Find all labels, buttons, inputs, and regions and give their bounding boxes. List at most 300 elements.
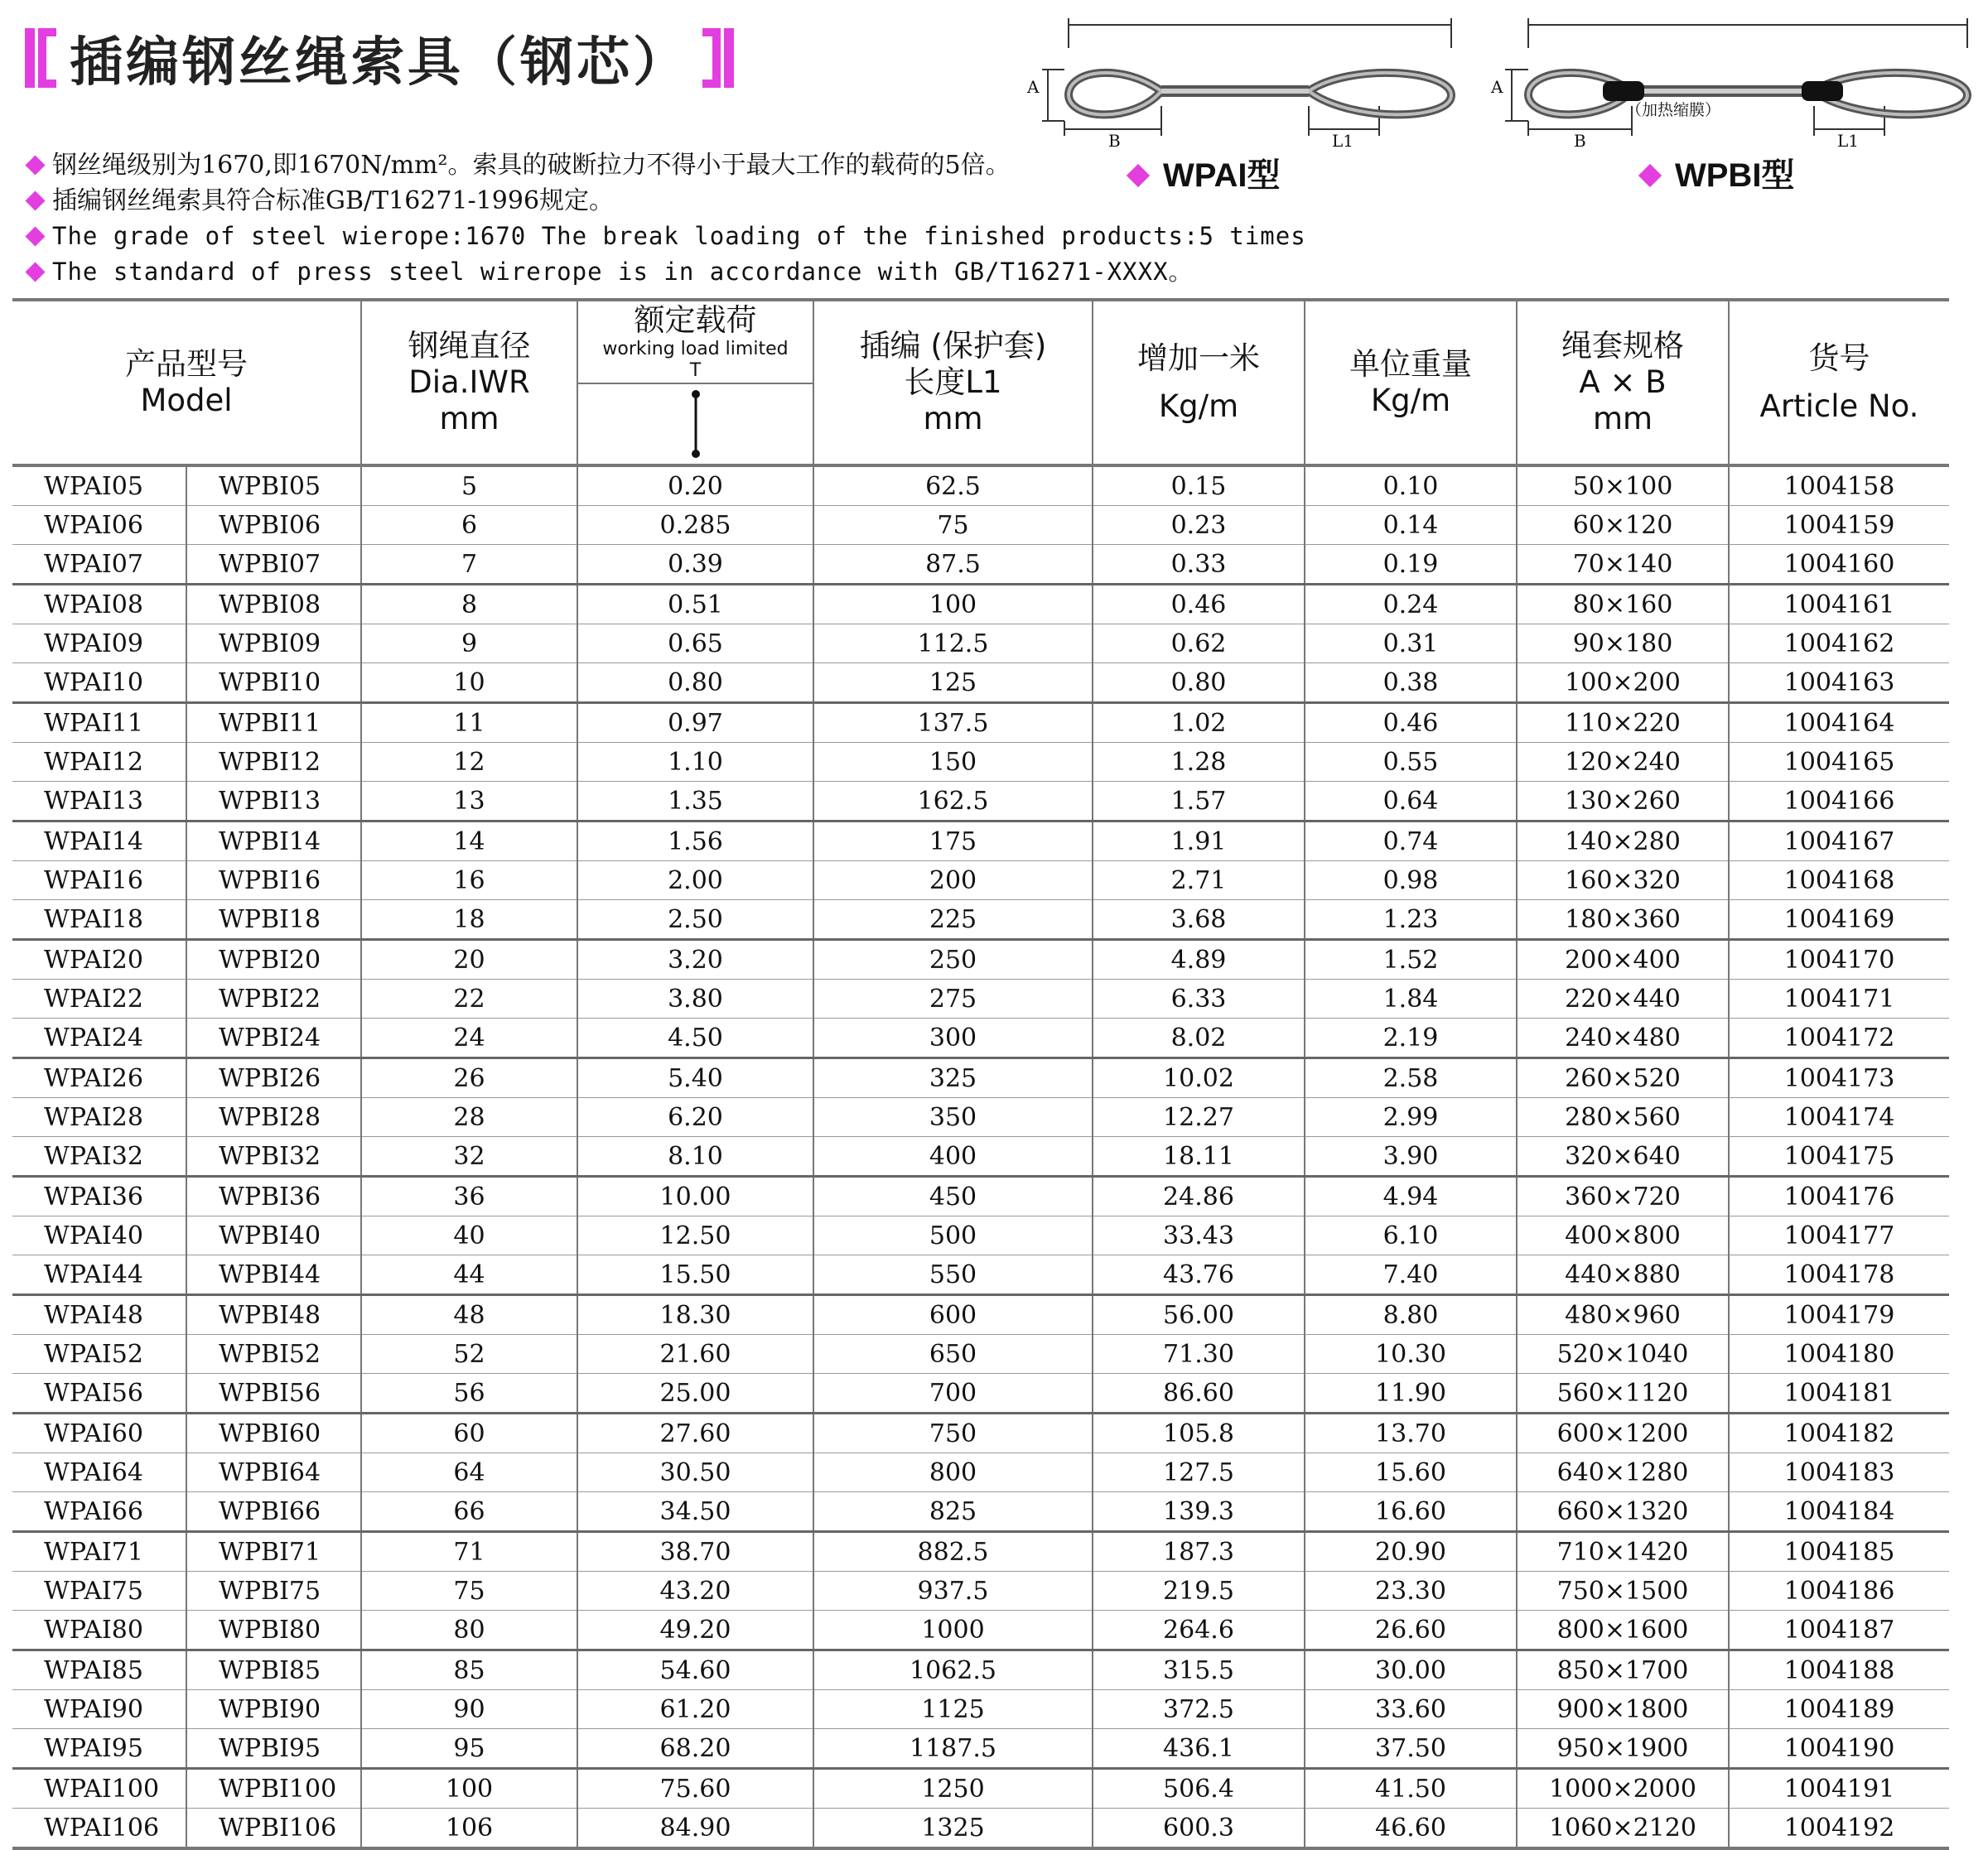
cell-load: 18.30: [577, 1295, 813, 1335]
cell-eye-size: 260×520: [1517, 1058, 1729, 1098]
cell-load: 8.10: [577, 1137, 813, 1177]
header-add-per-meter: 增加一米 Kg/m: [1093, 300, 1305, 465]
table-row: [12, 940, 1949, 980]
cell-model-wpbi: WPBI48: [186, 1295, 361, 1335]
cell-model-wpai: WPAI14: [12, 821, 186, 861]
cell-model-wpai: WPAI22: [12, 980, 186, 1019]
cell-diameter: 100: [361, 1769, 577, 1809]
cell-splice-length: 162.5: [813, 782, 1093, 821]
cell-load: 84.90: [577, 1809, 813, 1849]
cell-splice-length: 882.5: [813, 1532, 1093, 1572]
cell-model-wpai: WPAI52: [12, 1335, 186, 1374]
cell-add-per-meter: 24.86: [1093, 1177, 1305, 1216]
cell-model-wpbi: WPBI08: [186, 585, 361, 624]
cell-add-per-meter: 187.3: [1093, 1532, 1305, 1572]
cell-unit-weight: 0.74: [1305, 821, 1517, 861]
cell-model-wpbi: WPBI12: [186, 743, 361, 782]
cell-model-wpbi: WPBI32: [186, 1137, 361, 1177]
table-row: [12, 1769, 1949, 1809]
cell-article-no: 1004192: [1729, 1809, 1949, 1849]
wpai-dim-b: B: [1108, 131, 1121, 151]
cell-load: 10.00: [577, 1177, 813, 1216]
cell-article-no: 1004185: [1729, 1532, 1949, 1572]
deco-bar: [724, 28, 734, 88]
cell-model-wpai: WPAI07: [12, 545, 186, 585]
table-row: [12, 782, 1949, 821]
cell-model-wpai: WPAI56: [12, 1374, 186, 1414]
table-row: [12, 1295, 1949, 1335]
cell-load: 38.70: [577, 1532, 813, 1572]
cell-model-wpbi: WPBI05: [186, 465, 361, 506]
cell-model-wpai: WPAI85: [12, 1650, 186, 1690]
cell-eye-size: 480×960: [1517, 1295, 1729, 1335]
cell-diameter: 16: [361, 861, 577, 900]
cell-splice-length: 75: [813, 506, 1093, 545]
cell-load: 75.60: [577, 1769, 813, 1809]
cell-load: 1.56: [577, 821, 813, 861]
diamond-bullet-icon: [1127, 164, 1150, 187]
spec-table-body: [12, 465, 1949, 1848]
cell-eye-size: 560×1120: [1517, 1374, 1729, 1414]
cell-diameter: 5: [361, 465, 577, 506]
cell-add-per-meter: 86.60: [1093, 1374, 1305, 1414]
cell-model-wpai: WPAI24: [12, 1019, 186, 1058]
cell-splice-length: 500: [813, 1216, 1093, 1255]
cell-article-no: 1004169: [1729, 900, 1949, 940]
cell-load: 0.39: [577, 545, 813, 585]
cell-model-wpbi: WPBI07: [186, 545, 361, 585]
cell-article-no: 1004183: [1729, 1453, 1949, 1492]
cell-add-per-meter: 1.91: [1093, 821, 1305, 861]
cell-splice-length: 400: [813, 1137, 1093, 1177]
cell-model-wpbi: WPBI90: [186, 1690, 361, 1729]
cell-splice-length: 137.5: [813, 703, 1093, 743]
wpbi-diagram: [1487, 15, 1984, 156]
cell-load: 0.80: [577, 663, 813, 703]
header-eye-size: 绳套规格 A × B mm: [1517, 300, 1729, 465]
cell-article-no: 1004177: [1729, 1216, 1949, 1255]
cell-splice-length: 1325: [813, 1809, 1093, 1849]
cell-model-wpbi: WPBI80: [186, 1611, 361, 1650]
wpai-diagram: [1019, 15, 1483, 156]
cell-load: 1.10: [577, 743, 813, 782]
page-title-bar: [25, 21, 734, 95]
cell-article-no: 1004160: [1729, 545, 1949, 585]
table-row: [12, 1255, 1949, 1295]
cell-eye-size: 950×1900: [1517, 1729, 1729, 1769]
cell-load: 3.80: [577, 980, 813, 1019]
cell-eye-size: 80×160: [1517, 585, 1729, 624]
cell-article-no: 1004181: [1729, 1374, 1949, 1414]
cell-diameter: 66: [361, 1492, 577, 1532]
cell-diameter: 90: [361, 1690, 577, 1729]
cell-eye-size: 360×720: [1517, 1177, 1729, 1216]
cell-diameter: 36: [361, 1177, 577, 1216]
deco-bracket-right: [702, 28, 721, 88]
cell-add-per-meter: 436.1: [1093, 1729, 1305, 1769]
table-row: [12, 1335, 1949, 1374]
cell-model-wpai: WPAI13: [12, 782, 186, 821]
cell-diameter: 95: [361, 1729, 577, 1769]
cell-model-wpbi: WPBI71: [186, 1532, 361, 1572]
cell-add-per-meter: 1.02: [1093, 703, 1305, 743]
diamond-bullet-icon: [25, 262, 45, 282]
cell-eye-size: 440×880: [1517, 1255, 1729, 1295]
cell-diameter: 52: [361, 1335, 577, 1374]
cell-model-wpbi: WPBI06: [186, 506, 361, 545]
cell-unit-weight: 46.60: [1305, 1809, 1517, 1849]
cell-splice-length: 175: [813, 821, 1093, 861]
cell-unit-weight: 0.98: [1305, 861, 1517, 900]
title-deco-right: [702, 28, 734, 88]
cell-splice-length: 825: [813, 1492, 1093, 1532]
cell-model-wpai: WPAI09: [12, 624, 186, 663]
diamond-bullet-icon: [25, 226, 45, 246]
cell-model-wpbi: WPBI106: [186, 1809, 361, 1849]
cell-eye-size: 600×1200: [1517, 1414, 1729, 1453]
cell-splice-length: 1000: [813, 1611, 1093, 1650]
cell-splice-length: 275: [813, 980, 1093, 1019]
cell-eye-size: 180×360: [1517, 900, 1729, 940]
table-row: [12, 1019, 1949, 1058]
deco-bar: [25, 28, 35, 88]
cell-load: 6.20: [577, 1098, 813, 1137]
wpai-dim-a: A: [1027, 77, 1040, 97]
cell-add-per-meter: 0.46: [1093, 585, 1305, 624]
cell-load: 4.50: [577, 1019, 813, 1058]
cell-diameter: 106: [361, 1809, 577, 1849]
cell-diameter: 11: [361, 703, 577, 743]
cell-unit-weight: 15.60: [1305, 1453, 1517, 1492]
cell-eye-size: 240×480: [1517, 1019, 1729, 1058]
cell-eye-size: 850×1700: [1517, 1650, 1729, 1690]
cell-model-wpai: WPAI71: [12, 1532, 186, 1572]
cell-eye-size: 640×1280: [1517, 1453, 1729, 1492]
cell-add-per-meter: 0.23: [1093, 506, 1305, 545]
cell-model-wpai: WPAI36: [12, 1177, 186, 1216]
cell-model-wpbi: WPBI28: [186, 1098, 361, 1137]
cell-add-per-meter: 71.30: [1093, 1335, 1305, 1374]
cell-article-no: 1004184: [1729, 1492, 1949, 1532]
cell-unit-weight: 2.99: [1305, 1098, 1517, 1137]
title-deco-left: [25, 28, 56, 88]
cell-diameter: 40: [361, 1216, 577, 1255]
cell-load: 0.65: [577, 624, 813, 663]
wpbi-sling-icon: [1487, 15, 1984, 156]
cell-diameter: 12: [361, 743, 577, 782]
cell-article-no: 1004190: [1729, 1729, 1949, 1769]
cell-eye-size: 110×220: [1517, 703, 1729, 743]
cell-model-wpbi: WPBI18: [186, 900, 361, 940]
cell-model-wpbi: WPBI13: [186, 782, 361, 821]
cell-unit-weight: 4.94: [1305, 1177, 1517, 1216]
cell-eye-size: 200×400: [1517, 940, 1729, 980]
cell-diameter: 10: [361, 663, 577, 703]
cell-unit-weight: 0.19: [1305, 545, 1517, 585]
cell-splice-length: 325: [813, 1058, 1093, 1098]
cell-eye-size: 750×1500: [1517, 1572, 1729, 1611]
cell-model-wpbi: WPBI52: [186, 1335, 361, 1374]
wpai-sling-icon: [1019, 15, 1483, 156]
diamond-bullet-icon: [1638, 164, 1662, 187]
cell-model-wpbi: WPBI16: [186, 861, 361, 900]
table-row: [12, 900, 1949, 940]
cell-diameter: 9: [361, 624, 577, 663]
table-row: [12, 743, 1949, 782]
cell-splice-length: 150: [813, 743, 1093, 782]
cell-eye-size: 520×1040: [1517, 1335, 1729, 1374]
cell-model-wpai: WPAI26: [12, 1058, 186, 1098]
header-splice-length: 插编 (保护套) 长度L1 mm: [813, 300, 1093, 465]
cell-model-wpbi: WPBI11: [186, 703, 361, 743]
cell-article-no: 1004187: [1729, 1611, 1949, 1650]
cell-splice-length: 650: [813, 1335, 1093, 1374]
wpbi-type-label: WPBI型: [1638, 149, 1794, 196]
cell-add-per-meter: 33.43: [1093, 1216, 1305, 1255]
cell-add-per-meter: 1.28: [1093, 743, 1305, 782]
wpbi-sleeve-note: （加热缩膜）: [1626, 101, 1721, 119]
cell-model-wpbi: WPBI75: [186, 1572, 361, 1611]
cell-model-wpbi: WPBI44: [186, 1255, 361, 1295]
cell-unit-weight: 7.40: [1305, 1255, 1517, 1295]
cell-model-wpai: WPAI106: [12, 1809, 186, 1849]
cell-add-per-meter: 2.71: [1093, 861, 1305, 900]
cell-add-per-meter: 315.5: [1093, 1650, 1305, 1690]
cell-diameter: 64: [361, 1453, 577, 1492]
cell-unit-weight: 11.90: [1305, 1374, 1517, 1414]
header-load: [577, 300, 813, 465]
cell-eye-size: 1060×2120: [1517, 1809, 1729, 1849]
cell-load: 49.20: [577, 1611, 813, 1650]
cell-splice-length: 350: [813, 1098, 1093, 1137]
note-standard-cn: 插编钢丝绳索具符合标准GB/T16271-1996规定。: [25, 183, 1267, 219]
page-title: 插编钢丝绳索具（钢芯）: [70, 32, 689, 94]
header-diameter: 钢绳直径 Dia.IWR mm: [361, 300, 577, 465]
cell-add-per-meter: 6.33: [1093, 980, 1305, 1019]
cell-load: 0.51: [577, 585, 813, 624]
cell-eye-size: 400×800: [1517, 1216, 1729, 1255]
cell-load: 54.60: [577, 1650, 813, 1690]
cell-load: 0.285: [577, 506, 813, 545]
cell-splice-length: 87.5: [813, 545, 1093, 585]
cell-diameter: 32: [361, 1137, 577, 1177]
table-row: [12, 1098, 1949, 1137]
cell-load: 5.40: [577, 1058, 813, 1098]
cell-add-per-meter: 105.8: [1093, 1414, 1305, 1453]
cell-model-wpai: WPAI44: [12, 1255, 186, 1295]
cell-model-wpbi: WPBI22: [186, 980, 361, 1019]
cell-add-per-meter: 0.15: [1093, 465, 1305, 506]
cell-model-wpai: WPAI11: [12, 703, 186, 743]
cell-diameter: 7: [361, 545, 577, 585]
cell-article-no: 1004180: [1729, 1335, 1949, 1374]
diamond-bullet-icon: [25, 190, 45, 210]
cell-unit-weight: 1.23: [1305, 900, 1517, 940]
table-row: [12, 624, 1949, 663]
cell-diameter: 56: [361, 1374, 577, 1414]
cell-article-no: 1004188: [1729, 1650, 1949, 1690]
cell-eye-size: 130×260: [1517, 782, 1729, 821]
cell-article-no: 1004159: [1729, 506, 1949, 545]
cell-eye-size: 140×280: [1517, 821, 1729, 861]
wpbi-dim-a: A: [1491, 77, 1503, 97]
table-row: [12, 1729, 1949, 1769]
cell-model-wpai: WPAI06: [12, 506, 186, 545]
cell-article-no: 1004173: [1729, 1058, 1949, 1098]
table-row: [12, 1137, 1949, 1177]
cell-add-per-meter: 219.5: [1093, 1572, 1305, 1611]
cell-model-wpai: WPAI16: [12, 861, 186, 900]
table-row: [12, 1058, 1949, 1098]
cell-unit-weight: 10.30: [1305, 1335, 1517, 1374]
table-row: [12, 1532, 1949, 1572]
cell-splice-length: 750: [813, 1414, 1093, 1453]
cell-model-wpbi: WPBI64: [186, 1453, 361, 1492]
cell-model-wpai: WPAI48: [12, 1295, 186, 1335]
cell-unit-weight: 0.64: [1305, 782, 1517, 821]
cell-unit-weight: 26.60: [1305, 1611, 1517, 1650]
cell-unit-weight: 37.50: [1305, 1729, 1517, 1769]
cell-add-per-meter: 4.89: [1093, 940, 1305, 980]
cell-article-no: 1004189: [1729, 1690, 1949, 1729]
cell-load: 61.20: [577, 1690, 813, 1729]
cell-splice-length: 112.5: [813, 624, 1093, 663]
wpai-dim-l1: L1: [1332, 131, 1354, 151]
table-row: [12, 1809, 1949, 1849]
cell-add-per-meter: 506.4: [1093, 1769, 1305, 1809]
cell-model-wpai: WPAI32: [12, 1137, 186, 1177]
cell-unit-weight: 23.30: [1305, 1572, 1517, 1611]
cell-unit-weight: 0.46: [1305, 703, 1517, 743]
cell-splice-length: 62.5: [813, 465, 1093, 506]
cell-load: 2.00: [577, 861, 813, 900]
cell-splice-length: 225: [813, 900, 1093, 940]
cell-article-no: 1004168: [1729, 861, 1949, 900]
cell-model-wpbi: WPBI95: [186, 1729, 361, 1769]
wpai-type-label: WPAI型: [1127, 149, 1280, 196]
cell-diameter: 75: [361, 1572, 577, 1611]
cell-diameter: 71: [361, 1532, 577, 1572]
cell-diameter: 28: [361, 1098, 577, 1137]
cell-splice-length: 1187.5: [813, 1729, 1093, 1769]
cell-model-wpbi: WPBI26: [186, 1058, 361, 1098]
table-row: [12, 1414, 1949, 1453]
cell-model-wpbi: WPBI09: [186, 624, 361, 663]
cell-model-wpai: WPAI40: [12, 1216, 186, 1255]
cell-splice-length: 1125: [813, 1690, 1093, 1729]
cell-eye-size: 710×1420: [1517, 1532, 1729, 1572]
cell-add-per-meter: 8.02: [1093, 1019, 1305, 1058]
cell-add-per-meter: 600.3: [1093, 1809, 1305, 1849]
spec-table: [12, 298, 1949, 1850]
cell-model-wpai: WPAI60: [12, 1414, 186, 1453]
cell-splice-length: 550: [813, 1255, 1093, 1295]
cell-eye-size: 90×180: [1517, 624, 1729, 663]
table-row: [12, 821, 1949, 861]
cell-diameter: 20: [361, 940, 577, 980]
header-article-no: 货号 Article No.: [1729, 300, 1949, 465]
cell-eye-size: 160×320: [1517, 861, 1729, 900]
cell-splice-length: 937.5: [813, 1572, 1093, 1611]
cell-model-wpbi: WPBI36: [186, 1177, 361, 1216]
cell-diameter: 80: [361, 1611, 577, 1650]
header-load-symbol: [578, 384, 813, 464]
cell-load: 15.50: [577, 1255, 813, 1295]
cell-diameter: 24: [361, 1019, 577, 1058]
cell-diameter: 85: [361, 1650, 577, 1690]
table-row: [12, 545, 1949, 585]
table-row: [12, 1453, 1949, 1492]
note-grade-en: The grade of steel wierope:1670 The break loading of the finished products:5 times: [25, 219, 1267, 254]
cell-model-wpai: WPAI100: [12, 1769, 186, 1809]
cell-add-per-meter: 372.5: [1093, 1690, 1305, 1729]
table-row: [12, 585, 1949, 624]
cell-load: 0.97: [577, 703, 813, 743]
cell-eye-size: 120×240: [1517, 743, 1729, 782]
cell-load: 30.50: [577, 1453, 813, 1492]
cell-load: 68.20: [577, 1729, 813, 1769]
cell-article-no: 1004178: [1729, 1255, 1949, 1295]
cell-article-no: 1004182: [1729, 1414, 1949, 1453]
cell-model-wpai: WPAI66: [12, 1492, 186, 1532]
header-model: 产品型号 Model: [12, 300, 361, 465]
cell-model-wpbi: WPBI10: [186, 663, 361, 703]
cell-unit-weight: 0.38: [1305, 663, 1517, 703]
cell-unit-weight: 8.80: [1305, 1295, 1517, 1335]
cell-article-no: 1004191: [1729, 1769, 1949, 1809]
header-unit-weight: 单位重量 Kg/m: [1305, 300, 1517, 465]
cell-splice-length: 800: [813, 1453, 1093, 1492]
cell-add-per-meter: 139.3: [1093, 1492, 1305, 1532]
cell-model-wpai: WPAI20: [12, 940, 186, 980]
cell-load: 12.50: [577, 1216, 813, 1255]
cell-model-wpbi: WPBI24: [186, 1019, 361, 1058]
cell-diameter: 14: [361, 821, 577, 861]
cell-model-wpbi: WPBI20: [186, 940, 361, 980]
cell-eye-size: 50×100: [1517, 465, 1729, 506]
cell-unit-weight: 1.84: [1305, 980, 1517, 1019]
cell-add-per-meter: 10.02: [1093, 1058, 1305, 1098]
cell-add-per-meter: 3.68: [1093, 900, 1305, 940]
wpbi-dim-l1: L1: [1837, 131, 1860, 151]
cell-diameter: 60: [361, 1414, 577, 1453]
cell-article-no: 1004163: [1729, 663, 1949, 703]
table-row: [12, 1572, 1949, 1611]
cell-unit-weight: 16.60: [1305, 1492, 1517, 1532]
cell-eye-size: 70×140: [1517, 545, 1729, 585]
cell-eye-size: 220×440: [1517, 980, 1729, 1019]
cell-model-wpai: WPAI90: [12, 1690, 186, 1729]
cell-model-wpai: WPAI95: [12, 1729, 186, 1769]
table-row: [12, 1216, 1949, 1255]
cell-eye-size: 320×640: [1517, 1137, 1729, 1177]
cell-splice-length: 100: [813, 585, 1093, 624]
cell-splice-length: 250: [813, 940, 1093, 980]
table-row: [12, 1650, 1949, 1690]
note-grade-cn: 钢丝绳级别为1670,即1670N/mm²。索具的破断拉力不得小于最大工作的载荷的5倍。: [25, 147, 1267, 183]
cell-add-per-meter: 0.62: [1093, 624, 1305, 663]
cell-add-per-meter: 56.00: [1093, 1295, 1305, 1335]
cell-eye-size: 60×120: [1517, 506, 1729, 545]
cell-splice-length: 300: [813, 1019, 1093, 1058]
cell-unit-weight: 6.10: [1305, 1216, 1517, 1255]
cell-add-per-meter: 1.57: [1093, 782, 1305, 821]
cell-splice-length: 1062.5: [813, 1650, 1093, 1690]
table-row: [12, 1177, 1949, 1216]
cell-eye-size: 660×1320: [1517, 1492, 1729, 1532]
cell-eye-size: 1000×2000: [1517, 1769, 1729, 1809]
cell-article-no: 1004172: [1729, 1019, 1949, 1058]
